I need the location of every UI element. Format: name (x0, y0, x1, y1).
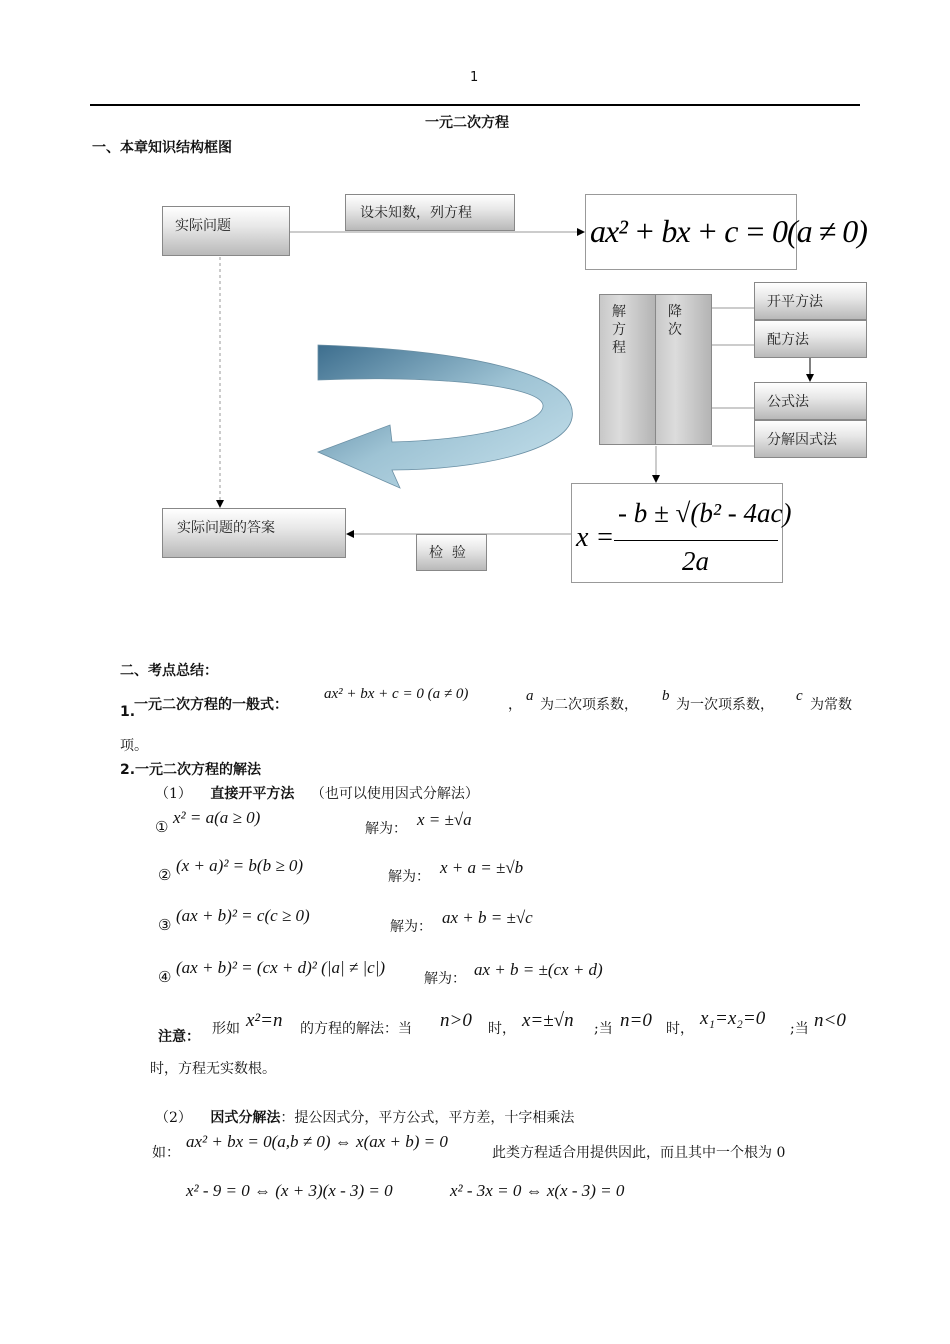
item1-formula: ax² + bx + c = 0 (a ≠ 0) (324, 686, 469, 702)
box-general-equation (585, 194, 867, 270)
case-equation: x² = a(a ≥ 0) (173, 808, 261, 827)
note-line (158, 1008, 868, 1045)
case-mark: ④ (158, 968, 172, 986)
note-text-6: ;当 (790, 1021, 809, 1037)
item1-title: 一元二次方程的一般式： (134, 697, 288, 713)
item1-b: b (662, 688, 670, 704)
box-setup-equation: 设未知数，列方程 (345, 194, 515, 231)
example-formula: ax² + bx = 0(a,b ≠ 0) ⇔ x(ax + b) = 0 (186, 1132, 448, 1151)
sub2-num: （2） (155, 1110, 192, 1126)
case-solution-label: 解为： (424, 971, 466, 987)
item1-line (120, 686, 865, 720)
case-solution-label: 解为： (388, 869, 430, 885)
box-method-complete-square: 配方法 (754, 320, 867, 358)
note-text-5: 时， (666, 1021, 694, 1037)
box-method-formula: 公式法 (754, 382, 867, 420)
case-4 (158, 958, 858, 992)
sub1-line (155, 783, 479, 803)
example-2: x² - 9 = 0 ⇔ (x + 3)(x - 3) = 0 (186, 1181, 393, 1200)
note-math-6: n<0 (814, 1010, 846, 1031)
case-solution-label: 解为： (365, 821, 407, 837)
example-3: x² - 3x = 0 ⇔ x(x - 3) = 0 (450, 1181, 625, 1200)
curved-arrow (318, 345, 572, 488)
note-label: 注意： (158, 1029, 200, 1045)
item1-sep: ， (508, 697, 522, 713)
note-math-1: x²=n (246, 1010, 283, 1031)
example-desc: 此类方程适合用提供因此，而且其中一个根为 0 (492, 1145, 786, 1161)
note-tail: 时，方程无实数根。 (150, 1061, 276, 1077)
item1-label: 1. (120, 704, 136, 720)
case-equation: (ax + b)² = c(c ≥ 0) (176, 906, 310, 925)
example-label: 如： (152, 1145, 180, 1161)
case-3 (158, 906, 858, 940)
item1-a-desc: 为二次项系数， (540, 697, 638, 713)
case-equation: (x + a)² = b(b ≥ 0) (176, 856, 304, 875)
item1-c-desc: 为常数 (810, 697, 852, 713)
fraction-bar (614, 540, 778, 541)
example-line (152, 1130, 862, 1164)
page-number: 1 (470, 70, 479, 85)
sub2-title: 因式分解法 (210, 1110, 281, 1126)
root-formula-denominator: 2a (682, 546, 709, 576)
sub1-title: 直接开平方法 (210, 786, 295, 802)
sub1-note: （也可以使用因式分解法） (310, 786, 479, 802)
case-solution-label: 解为： (390, 919, 432, 935)
case-solution: x + a = ±√b (440, 858, 524, 877)
general-equation: ax² + bx + c = 0(a ≠ 0) (590, 213, 867, 249)
case-2 (158, 856, 858, 890)
page-title: 一元二次方程 (425, 115, 509, 131)
sub2-line (155, 1107, 574, 1127)
item2-title: 2.一元二次方程的解法 (120, 762, 262, 778)
case-1 (155, 808, 855, 842)
note-text-4: ;当 (594, 1021, 613, 1037)
case-solution: ax + b = ±(cx + d) (474, 960, 603, 979)
case-equation: (ax + b)² = (cx + d)² (|a| ≠ |c|) (176, 958, 386, 977)
root-formula-lhs: x = (576, 522, 615, 553)
item1-c: c (796, 688, 803, 704)
box-method-sqrt: 开平方法 (754, 282, 867, 320)
box-root-formula (571, 483, 792, 583)
section1-heading: 一、本章知识结构框图 (92, 140, 232, 156)
box-practical-problem: 实际问题 (162, 206, 290, 256)
case-mark: ① (155, 818, 169, 836)
note-math-2: n>0 (440, 1010, 472, 1031)
note-math-5: x₁=x₂=0 (700, 1008, 766, 1029)
sub1-num: （1） (155, 786, 192, 802)
box-method-factor: 分解因式法 (754, 420, 867, 458)
item1-b-desc: 为一次项系数， (676, 697, 774, 713)
sub2-desc: ：提公因式分，平方公式，平方差，十字相乘法 (280, 1110, 575, 1126)
case-mark: ② (158, 866, 172, 884)
box-check: 检 验 (416, 534, 487, 571)
note-text-2: 的方程的解法：当 (300, 1021, 412, 1037)
case-mark: ③ (158, 916, 172, 934)
box-solve-equation: 解方程 (599, 294, 656, 445)
root-formula-numerator: - b ± √(b² - 4ac) (618, 498, 792, 528)
note-math-4: n=0 (620, 1010, 652, 1031)
item1-a: a (526, 688, 534, 704)
box-answer: 实际问题的答案 (162, 508, 346, 558)
case-solution: ax + b = ±√c (442, 908, 533, 927)
note-math-3: x=±√n (522, 1010, 574, 1031)
note-text-1: 形如 (212, 1021, 240, 1037)
case-solution: x = ±√a (417, 810, 472, 829)
item1-tail: 项。 (120, 738, 148, 754)
section2-heading: 二、考点总结： (120, 663, 218, 679)
box-reduce-degree: 降次 (655, 294, 712, 445)
note-text-3: 时， (488, 1021, 516, 1037)
